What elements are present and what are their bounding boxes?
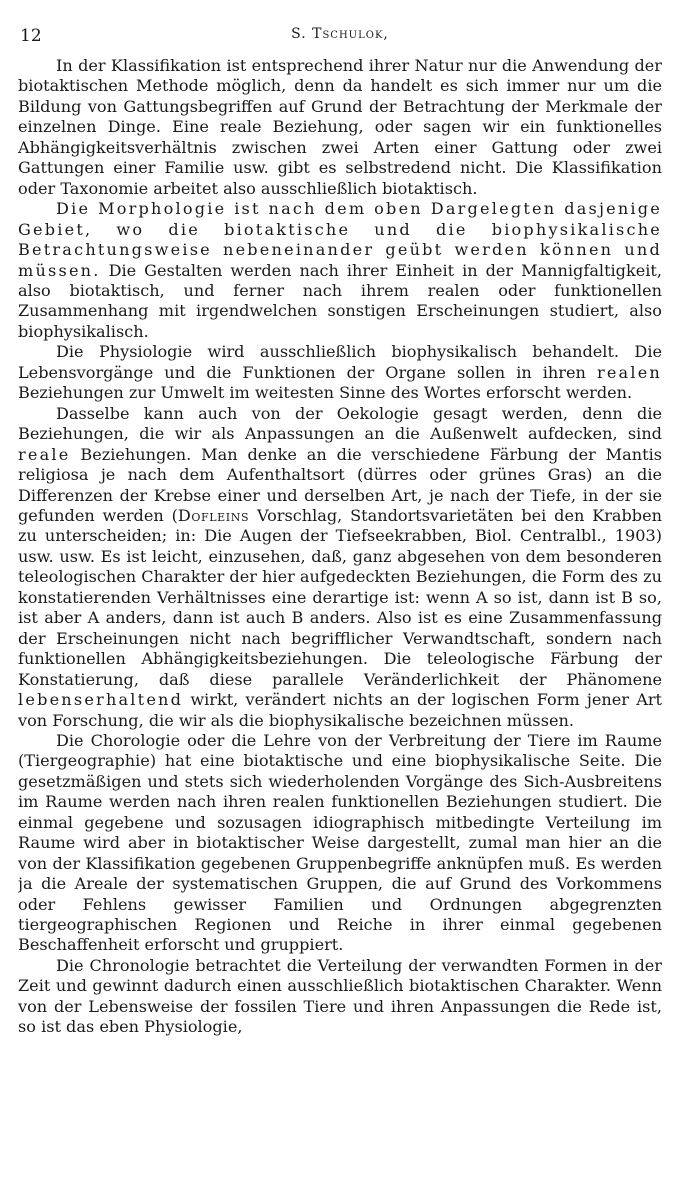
text-run: Die Physiologie wird ausschließlich biophysikalisch behandelt. Die Lebensvorgänge und die Funktionen der Organe sollen in ihren <box>18 342 662 382</box>
page-number: 12 <box>20 26 42 46</box>
emphasized-text: reale <box>18 444 71 464</box>
body-text <box>18 56 662 1038</box>
paragraph <box>18 199 662 342</box>
paragraph <box>18 342 662 403</box>
text-run: Die Gestalten werden nach ihrer Einheit in der Mannigfaltigkeit, also biotaktisch, und ferner nach ihrem realen oder funktionellen Zusammenhang mit irgendwelchen sonstigen Erscheinungen studiert, also biophysikalisch. <box>18 260 662 341</box>
book-page <box>18 26 662 1192</box>
text-run: wirkt, verändert nichts an der logischen Form jener Art von Forschung, die wir als die biophysikalische bezeichnen müssen. <box>18 690 662 730</box>
emphasized-text: realen <box>596 362 662 382</box>
text-run: Vorschlag, Standortsvarietäten bei den Krabben zu unterscheiden; in: Die Augen der Tiefseekrabben, Biol. Centralbl., 1903) usw. usw. Es ist leicht, einzusehen, daß, ganz abgesehen von dem besonderen teleologischen Charakter der hier aufgedeckten Beziehungen, die Form des zu konstatierenden Verhältnisses eine derartige ist: wenn A so ist, dann ist B so, ist aber A anders, dann ist auch B anders. Also ist es eine Zusammenfassung der Erscheinungen nicht nach begrifflicher Verwandtschaft, sondern nach funktionellen Abhängigkeitsbeziehungen. Die teleologische Färbung der Konstatierung, daß diese parallele Veränderlichkeit der Phänomene <box>18 505 662 689</box>
page-header <box>18 26 662 56</box>
author-name: Dofleins <box>177 505 250 525</box>
text-run: Beziehungen. Man denke an die verschiedene Färbung der Mantis religiosa je nach dem Aufenthaltsort (dürres oder grünes Gras) an die Differenzen der Krebse einer und derselben Art, je nach der Tiefe, in der sie gefunden werden ( <box>18 444 662 525</box>
running-head: S. Tschulok, <box>291 26 389 42</box>
paragraph <box>18 956 662 1038</box>
emphasized-text: Die Morphologie ist nach dem oben Dargelegten dasjenige Gebiet, wo die biotaktische und die biophysikalische Betrachtungsweise nebeneinander geübt werden können und müssen. <box>18 199 662 280</box>
text-run: In der Klassifikation ist entsprechend ihrer Natur nur die Anwendung der biotaktischen Methode möglich, denn da handelt es sich immer nur um die Bildung von Gattungsbegriffen auf Grund der Betrachtung der Merkmale der einzelnen Dinge. Eine reale Beziehung, oder sagen wir ein funktionelles Abhängigkeitsverhältnis zwischen zwei Arten einer Gattung oder zwei Gattungen einer Familie usw. gibt es selbstredend nicht. Die Klassifikation oder Taxonomie arbeitet also ausschließlich biotaktisch. <box>18 56 662 198</box>
paragraph <box>18 404 662 731</box>
text-run: Die Chronologie betrachtet die Verteilung der verwandten Formen in der Zeit und gewinnt dadurch einen ausschließlich biotaktischen Charakter. Wenn von der Lebensweise der fossilen Tiere und ihren Anpassungen die Rede ist, so ist das eben Physiologie, <box>18 955 662 1037</box>
text-run: Die Chorologie oder die Lehre von der Verbreitung der Tiere im Raume (Tiergeographie) hat eine biotaktische und eine biophysikalische Seite. Die gesetzmäßigen und stets sich wiederholenden Vorgänge des Sich-Ausbreitens im Raume werden nach ihren realen funktionellen Beziehungen studiert. Die einmal gegebene und sozusagen idiographisch mitbedingte Verteilung im Raume wird aber in biotaktischer Weise dargestellt, zumal man hier an die von der Klassifikation gegebenen Gruppenbegriffe anknüpfen muß. Es werden ja die Areale der systematischen Gruppen, die auf Grund des Vorkommens oder Fehlens gewisser Familien und Ordnungen abgegrenzten tiergeographischen Regionen und Reiche in ihrer einmal gegebenen Beschaffenheit erforscht und gruppiert. <box>18 730 662 955</box>
paragraph <box>18 56 662 199</box>
text-run: Dasselbe kann auch von der Oekologie gesagt werden, denn die Beziehungen, die wir als Anpassungen an die Außenwelt aufdecken, sind <box>18 403 662 444</box>
emphasized-text: lebenserhaltend <box>18 690 184 710</box>
paragraph <box>18 731 662 956</box>
text-run: Beziehungen zur Umwelt im weitesten Sinne des Wortes erforscht werden. <box>18 383 633 403</box>
